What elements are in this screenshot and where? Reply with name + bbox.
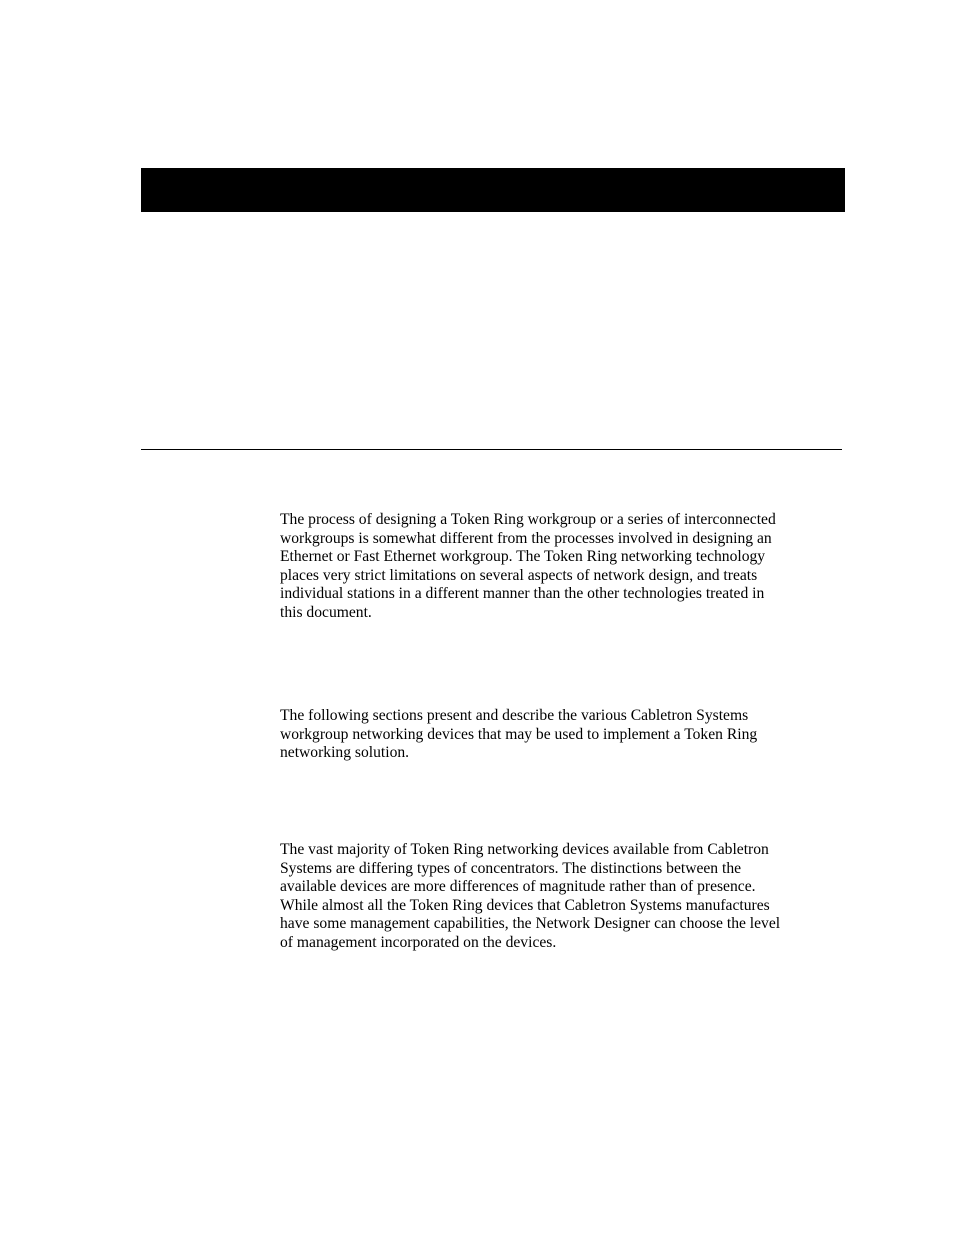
chapter-header-bar [141,168,845,212]
body-paragraph-intro: The process of designing a Token Ring workgroup or a series of interconnected workgroups is somewhat different from the processes involved in designing an Ethernet or Fast Ethernet workgroup. The Token Ring networking technology places very strict limitations on several aspects of network design, and treats individual stations in a different manner than the other technologies treated in this document. [280,511,776,621]
section-divider [141,449,842,450]
body-paragraph-sections: The following sections present and describe the various Cabletron Systems workgroup networking devices that may be used to implement a Token Ring networking solution. [280,707,758,762]
body-paragraph-concentrators: The vast majority of Token Ring networking devices available from Cabletron Systems are differing types of concentrators. The distinctions between the available devices are more differences of magnitude rather than of presence. While almost all the Token Ring devices that Cabletron Systems manufactures have some management capabilities, the Network Designer can choose the level of management incorporated on the devices. [280,841,781,951]
